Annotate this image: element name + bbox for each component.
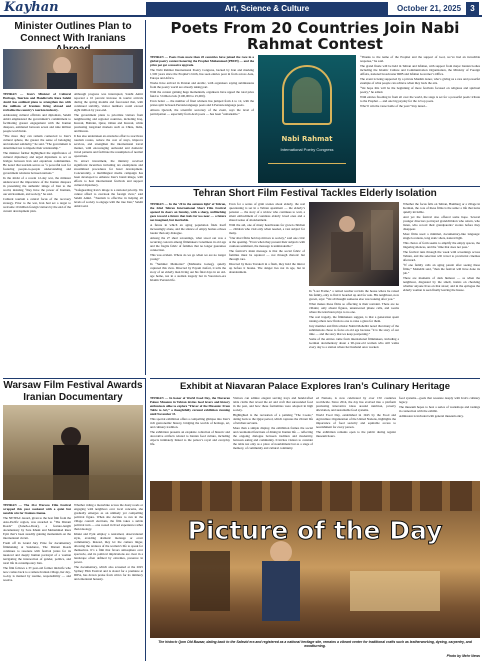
paragraph: Even for a series of grim scenes about elderly, the real questioning is set in a Tehran apartment — the elderly’s pension — the story of a widow who continues to wait, a silent embodiment of countless elderly loved ones and a shared sense of abandonment. (229, 202, 305, 222)
paragraph: In “Last Frame,” a retired teacher revisits the house where he raised his family, only to find it boarded up and for sale. His neighbour, now grown, says: “We all thought someone else was looking after you.” (309, 289, 399, 301)
paragraph: The Nabi Rahmat International Poetry Congress, backed by Iran and marking 1,500 years since the Prophet’s birth, has seen entries pour in from across Asia, Europe and Africa. (150, 68, 254, 80)
niavaran-column-3 (316, 396, 396, 478)
paragraph: With the aid, one of many heartbreaks for grown children — children who visit only when needed, a vast subject for many. (229, 223, 305, 235)
paragraph: And yet the festival also offered some hope. Several younger directors portrayed grandchildren who return, who listen, who record their grandparents’ stories before they disappear. (403, 215, 480, 231)
paragraph: There are moments of dark humour — as when the neighbour, disgusted by the smell, insists on checking whether anyone lives on that street; and in the epilogue the elderly woman is seen finally leaving the house. (403, 276, 480, 292)
paragraph: Cultural tourism a central focus of the recovery strategy. Prior to the war, Iran had set a target to welcome 10 million foreign visitors by the end of the current development plan. (3, 197, 71, 213)
paragraph: Visitors can admire elegant serving trays and handcrafted table cloths that reveal the art and craft that surrounded food in the past, and how these formalities were adopted in high society. (233, 396, 313, 412)
section-title: Art, Science & Culture (146, 2, 388, 15)
paragraph: The documentary, which also screened at the 2025 Sydney Film Festival and is slated for a premiere at IDFA, has drawn praise from critics for its intimacy and emotional honesty. (74, 565, 143, 581)
film-still-photo (309, 202, 399, 286)
paragraph: TEHRAN — In the ’20 in the autumn light’ of Tehran, the 42nd Tehran International Short Film Festival opened its doors on Sunday, with a sharp, unflinching gaze toward a future that feels far too near — a future not imagined, but inevitable. (150, 202, 226, 222)
paragraph: Even better — the number of final winners has jumped from 4 to 12, with the prizes split between Persian-language poets and 6 Persian-language poets. (150, 99, 254, 107)
newspaper-logo: Kayhan (4, 0, 59, 15)
paragraph: Admission is included with general museum entry. (399, 414, 464, 418)
paragraph: Fresh off its Grand Jury Prize for documentary filmmaking at Sundance, The Distant Roads continues to resonate with festival juries for its nuanced and deeply human portrayal of a woman navigating the intersection of gender, politics, and rural life in contemporary Iran. (3, 541, 71, 565)
paragraph: “Our short films hold up mirrors to society,” said one critic at the opening. “Even when they present their subjects with cautious sentiment, the message is unmistakable.” (229, 236, 305, 248)
poster-title: Nabi Rahmat (281, 135, 333, 143)
photo-caption: The historic Qom Old Bazaar, dating back to the Safavid era and registered as a national heritage site, remains a vibrant center for traditional crafts such as leatherworking, dyeing, carpentry, and woodturning. (158, 640, 472, 649)
paragraph: The grand finale will be held in Tehran and Isfahan, with support from major Iranian bodies including the Islamic Culture and Communication Organization, the Ministry of Foreign Affairs, national broadcaster IRIB and Isfahan Governor’s Office. (360, 64, 480, 76)
paragraph: The museum hopes to host a series of workshops and tastings in connection with the exhibit. (399, 405, 480, 413)
short-film-column-3 (309, 289, 399, 376)
paragraph: food systems—goals that resonate deeply with Iran’s culinary legacy. (399, 396, 480, 404)
paragraph: Jury member and film scholar Nahid Mohebbi noted that many of the submissions chose to focus on old age because “it is the story of our time — and the story that we keep postponing.” (309, 324, 399, 336)
section-rule (150, 378, 480, 379)
short-film-column-1 (150, 202, 226, 376)
paragraph: Khaki and Eyni employ a restrained, observational style, avoiding dramatic montage or overt commentary. Instead, they let the camera linger, allowing the textures of the woman’s life to speak for themselves. It’s a film that favors atmosphere over spectacle, and its political implications are clear in a landscape often defined by extremes, presence in power. (74, 532, 143, 564)
paragraph: TEHRAN — Poets from more than 20 countries have joined the race in a global poetry contest honoring the Prophet Muhammad (PBUH) — and the prize pot got a massive upgrade. (150, 55, 254, 67)
short-film-headline: Tehran Short Film Festival Tackles Elderly Isolation (193, 188, 437, 199)
paragraph: This was evident. Where do we go when we are no longer young? (150, 253, 226, 261)
poets-headline: Poets From 20 Countries Join Nabi Rahmat Contest (170, 19, 460, 53)
paragraph: More than a simple display, the exhibition frames the social and ceremonial functions of dining in Iranian life — reflecting the ongoing dialogue between tradition and modernity, between eating and community. It invites visitors to consider the table not only as a place of nourishment but as a stage of memory, of community and cultural continuity. (233, 426, 313, 450)
paragraph: The minister further highlighted the significance of cultural diplomacy and urged diplomats to act as bridges between Iran and expatriate communities. He noted that tourism serves as “a powerful tool for fostering people-to-people understanding and government relations between nations.” (3, 151, 71, 175)
issue-date: October 21, 2025 (397, 4, 462, 13)
documentary-still-photo (3, 405, 143, 500)
paragraph: With the contest gaining huge momentum, organisers have upped the total prize fund to 3 billion rials (£100,000 to 25,000). (150, 90, 254, 98)
short-film-column-2 (229, 202, 305, 376)
paragraph: Some of the entries came from international filmmakers, including a German documentary about a 90-year-old woman who still walks every day to a station where her husband once worked. (309, 337, 399, 349)
paragraph: Most films used a minimal, documentary-like language: single locations, long static shots, natural light. (403, 232, 480, 240)
niavaran-column-4 (399, 396, 480, 478)
paragraph: Although progress was interrupted, Salehi Amiri reported a 10 percent increase in tourist arrivals during the spring months and forecasted that, with continued stability, visitor numbers could exceed eight million by year-end. (74, 92, 143, 112)
paragraph: A future in which an aging population finds itself increasingly alone, and the silence of empty homes echoes louder than any dialogue. (150, 223, 226, 235)
paragraph: Among the 27 short screenings, what stood out was a recurring concern among filmmakers: loneliness in old age and the fragile fabric of families that no longer guarantee connection. (150, 236, 226, 252)
paragraph: Works have arrived in Persian and Arabic, with organisers saying submissions from the poetry world are already taking part. (150, 81, 254, 89)
paragraph: Directed by Reza Tavakoli in a flash, they hold the mirror up before it breaks. The danger lies not in age, but in abandonment. (229, 262, 305, 274)
paragraph: The NETPAC Award, given to the best film from the Asia-Pacific region, was awarded to “The Distant Roads” (Zaneh-e-Dour), a feature-length documentary by Sara Khaki and Mohammad Reza Eyni that’s been steadily gaining momentum on the international circuit. (3, 516, 71, 540)
picture-of-the-day-label: Picture of the Day (187, 516, 443, 545)
paragraph: Alireza Qazveh, the scientific secretary of the event, says the level of participation — especially from Arab poets — has been “remarkable.” (150, 108, 254, 116)
paragraph: What makes these films so affecting is their restraint. There are no villains; only absent figures, unanswered phone calls, and rooms where the television plays to no one. (309, 302, 399, 314)
paragraph: The exhibition presents an exquisite collection of historic and decorative artifacts related to Iranian food culture, including objects intimately linked to the palace’s royal and everyday life. (150, 430, 230, 446)
warsaw-headline: Warsaw Film Festival Awards Iranian Documentary (3, 380, 143, 403)
short-film-column-4 (403, 202, 480, 376)
paragraph: World Food Day, established in 1945 by the Food and Agriculture Organization of the United Nations, highlights the importance of food security and equitable access to nourishment for every person. (316, 413, 396, 429)
paragraph: “Safeguarding Iran’s image is a national priority. We cannot afford to overlook the foreign view,” said Salehi Amiri. “Tourism is effective in helping all levels of society to engage with the true Iran,” Salehi Amiri said. (74, 188, 143, 208)
niavaran-headline: Exhibit at Niavaran Palace Explores Iran’s Culinary Heritage (180, 381, 450, 392)
column-divider (145, 20, 146, 375)
paragraph: “The more they can remain connected to Iran’s cultural sphere, the greater the sense of belonging and national solidarity,” he said. “The government is determined not to impede their relationship.” (3, 134, 71, 150)
paragraph: TEHRAN — The 41st Warsaw Film Festival wrapped this past weekend with a quiet but notable win for Iranian cinema. (3, 503, 71, 515)
poets-column-1 (150, 55, 254, 185)
paragraph: Whether riding a motorbike across the dusty roads or engaging with neighbors over local concerns, she gradually emerges as an unlikely yet compelling political figure. When she decides to run in the village council elections, the film takes a subtle political turn — one rooted in lived experience rather than ideology. (74, 503, 143, 531)
paragraph: The festival’s main message is that the social fabric of families must be repaired — not through rhetoric but through care. (229, 249, 305, 261)
paragraph: In the midst of a recent 12-day war, the minister underscored the importance of the Iranian diaspora in presenting the authentic image of Iran to the world, insisting “they have the power of Iranians, our environment, and society,” he said. (3, 176, 71, 196)
paragraph: The exhibition remains open to the public during regular museum hours. (316, 430, 396, 438)
paragraph: The film follows a 37-year-old former midwife who now comes back to a remote Iranian village, her day-to-day is marked by routine, responsibility — and resolve. (3, 566, 71, 582)
paragraph: TEHRAN — In honor of World Food Day, the Niavaran Palace Museum in Tehran invites food lovers and history enthusiasts alike to explore “Flavor of the Museum: From Table to Art,” a thoughtfully curated exhibition running until November 15. (150, 396, 230, 416)
paragraph: Addressing cultural officials and diplomats, Salehi Amiri emphasized the government’s commitment to facilitating greater engagement with the Iranian diaspora, estimated between seven and nine million people worldwide. (3, 113, 71, 133)
niavaran-column-1 (150, 396, 230, 478)
paragraph: The event is being supported by a private Muslim donor, who’s giving us a rare and powerful example of what people can achieve when they back the arts. (360, 77, 480, 85)
minister-photo (3, 49, 143, 89)
paragraph: “We hope this will be the beginning of more festivals focused on religious and spiritual poetry,” he added. (360, 86, 480, 94)
minister-column-1 (3, 92, 71, 384)
poets-column-3 (360, 55, 480, 183)
paragraph: The festival runs through the week with screenings across Tehran, and the selection will travel to provincial cinemas afterward. (403, 250, 480, 262)
poster-subtitle: International Poetry Congress (280, 147, 334, 152)
paragraph: TEHRAN — Iran’s Minister of Cultural Heritage, Tourism and Handicrafts Reza Salehi Amiri has outlined plans to strengthen ties with the millions of Iranians living abroad and revitalize the country’s tourism industry. (3, 92, 71, 112)
picture-of-the-day-photo (150, 481, 480, 638)
paragraph: In “Summer Memories” (Mahtaabe Ganag), quietly captured this view. Directed by Payam Jaafari, it tells the story of an elderly man living out his final days in an old-age home, not in a sudden tragedy but in Vorontsov-era Islamic Persian life. (150, 262, 226, 282)
minister-column-2 (74, 92, 143, 384)
minister-headline: Minister Outlines Plan to Connect With Iranians (14, 21, 132, 44)
section-rule (150, 186, 480, 187)
paragraph: Whether the focus falls on Tehran, Hamburg or a village in Kerman, the core of these films is the same: a life that turns quietly invisible. (403, 202, 480, 214)
paragraph: “If one family calls an aging parent after seeing these films,” Mohebbi said, “then the festival will have done its job.” (403, 263, 480, 275)
paragraph: Who’ll win the verse battle of the year? Stay tuned... (360, 104, 428, 108)
poetry-congress-poster (258, 55, 356, 183)
paragraph: With entries flooding in from all over the world, the stage is set for a powerful poetic tribute to the Prophet — and one big payday for the 12 top poets. (360, 95, 480, 103)
paragraph: “Thanks to the name of the Prophet and the support of God, we’ve had an incredible response,” he said. (360, 55, 480, 63)
niavaran-column-2 (233, 396, 313, 478)
page-number: 3 (466, 2, 479, 15)
photo-credit: Photo by Mehr News (446, 654, 480, 658)
section-rule (3, 378, 145, 379)
paragraph: To attract investment, the ministry received significant incentives including tax exemptions and streamlined procedures for hotel development. Concurrently, a multilingual media campaign has been developed to enhance Iran’s brand image, with efforts to host international festivals and support cultural diplomacy. (74, 159, 143, 187)
paragraph: This choice of form seems to amplify the empty spaces, the lingering silences, and the ‘time that does not pass.’ (403, 241, 480, 249)
paragraph: It has also undertaken an extensive effort to reactivate tourism routes, reduce the cost of stays, improve services, and strengthen the international travel market, with encouraging outbound and domestic travel patterns and facilitate the resumption of normal operations. (74, 134, 143, 158)
paragraph: ed Nations, is now celebrated by over 150 countries worldwide. Since 2014, the day has evolved into a platform promoting innovative ideas around nutrition, poverty alleviation, and sustainable food systems. (316, 396, 396, 412)
warsaw-column-1 (3, 503, 71, 661)
paragraph: The government plans to prioritize visitors from neighbouring and regional countries, including Iraq, Kuwait, Bahrain, Qatar, Oman and Kuwait, while promoting long-haul markets such as China, India, and Russia. (74, 113, 143, 133)
paragraph: The real tragedy, the filmmakers suggest, is that a generation spent raising others now finds no one to raise a glass for them. (309, 315, 399, 323)
paragraph: This special exhibition offers a compelling glimpse into Iran’s rich gastronomic history, bridging the worlds of heritage, art, and culinary tradition. (150, 417, 230, 429)
warsaw-column-2 (74, 503, 143, 661)
column-divider (145, 378, 146, 661)
paragraph: Highlighted is the recreation of a painting “The Cooks,” dating back to the Qajar period, which captures the vibrant life of kitchen servants. (233, 413, 313, 425)
